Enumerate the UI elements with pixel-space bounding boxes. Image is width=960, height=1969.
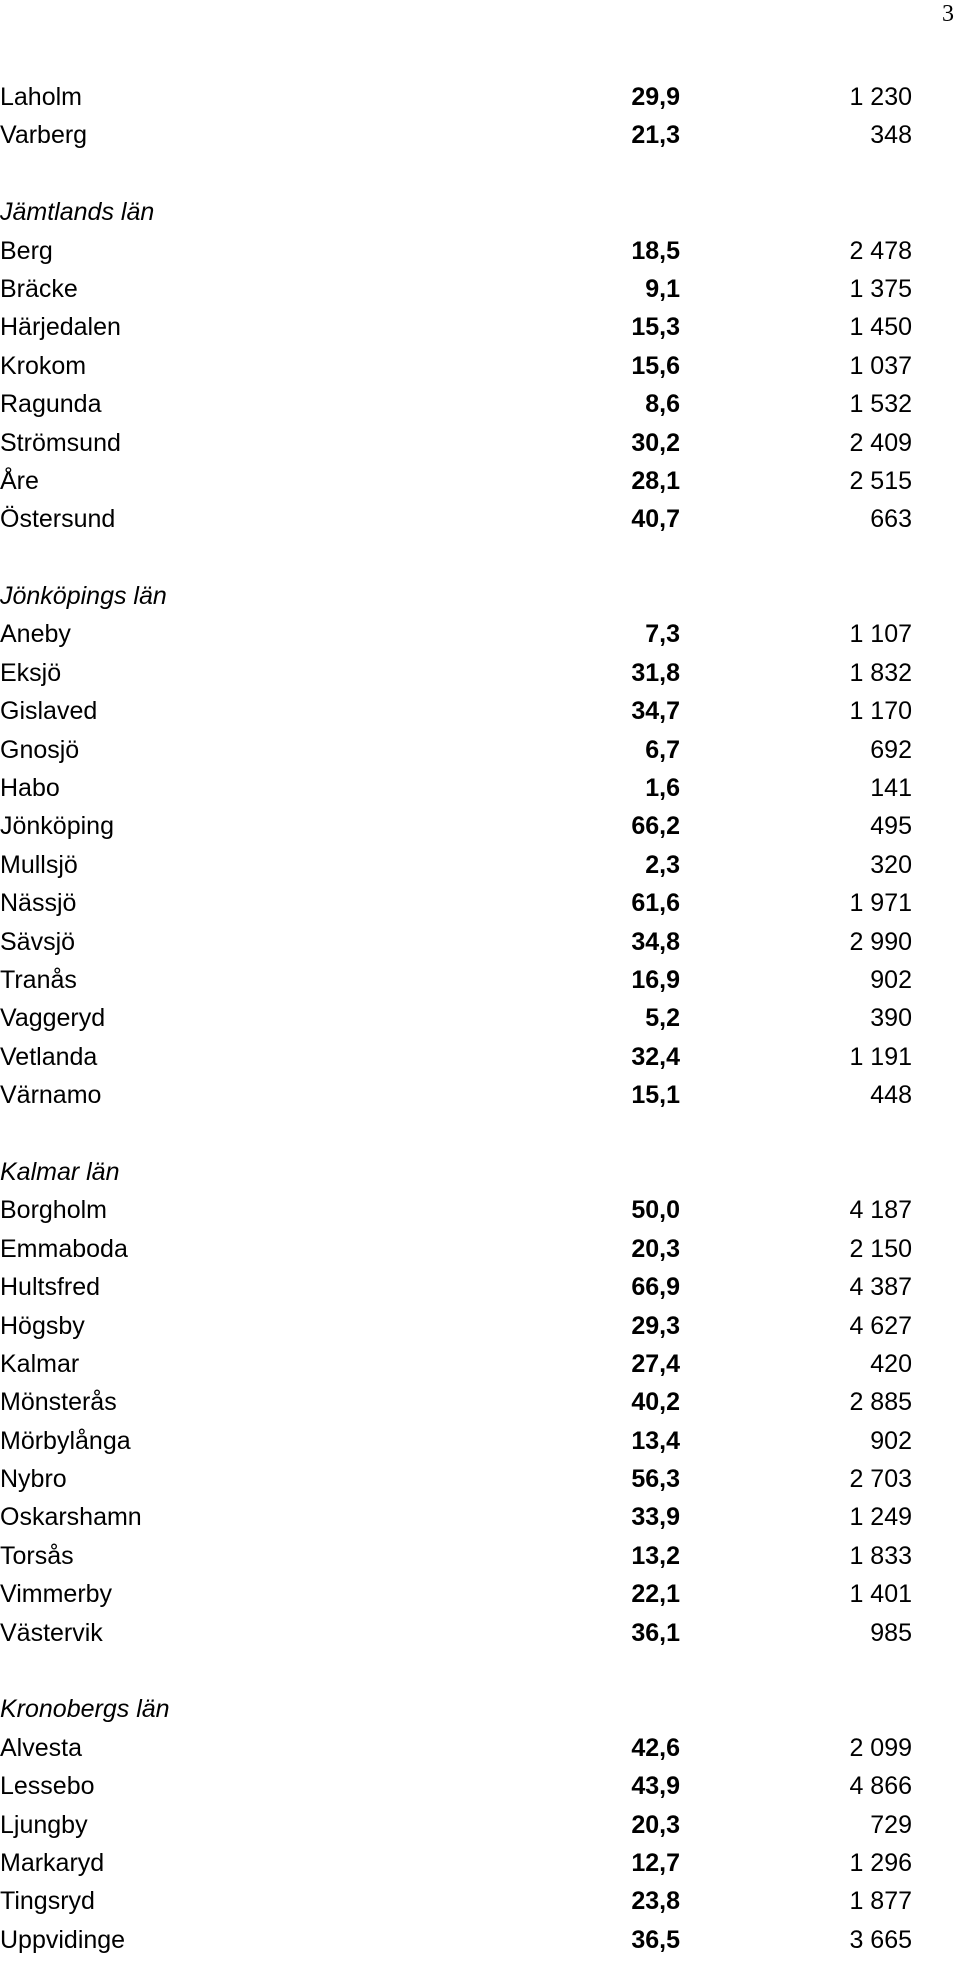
count-value: 2 885 [849, 1388, 912, 1417]
county-name: Jönköpings län [0, 582, 167, 611]
count-value: 1 230 [849, 83, 912, 111]
table-row [0, 769, 960, 807]
count-value: 2 515 [849, 466, 912, 495]
count-value: 320 [870, 850, 912, 879]
percentage-value: 31,8 [631, 658, 680, 687]
municipality-name: Ljungby [0, 1810, 88, 1839]
count-value: 902 [870, 1426, 912, 1455]
count-value: 141 [870, 774, 912, 803]
count-value: 348 [870, 121, 912, 150]
municipality-name: Västervik [0, 1618, 103, 1647]
table-row [0, 923, 960, 961]
municipality-name: Gislaved [0, 697, 98, 726]
row-spacer [0, 1652, 960, 1690]
count-value: 4 627 [849, 1311, 912, 1340]
count-value: 1 037 [849, 351, 912, 380]
municipality-name: Härjedalen [0, 313, 121, 342]
municipality-name: Ragunda [0, 390, 102, 419]
municipality-name: Värnamo [0, 1081, 102, 1110]
table-row [0, 1614, 960, 1652]
table-row [0, 424, 960, 462]
municipality-name: Nybro [0, 1465, 67, 1494]
county-heading [0, 193, 960, 231]
table-row [0, 1882, 960, 1920]
municipality-name: Vaggeryd [0, 1004, 106, 1033]
percentage-value: 42,6 [631, 1733, 680, 1762]
count-value: 2 150 [849, 1234, 912, 1263]
table-row [0, 78, 960, 116]
count-value: 448 [870, 1081, 912, 1110]
table-row [0, 308, 960, 346]
county-heading [0, 1153, 960, 1191]
row-spacer [0, 155, 960, 193]
count-value: 663 [870, 505, 912, 534]
table-row [0, 1844, 960, 1882]
county-name: Jämtlands län [0, 198, 155, 227]
count-value: 902 [870, 965, 912, 994]
percentage-value: 15,1 [631, 1081, 680, 1110]
count-value: 2 703 [849, 1465, 912, 1494]
table-row [0, 1729, 960, 1767]
table-row [0, 1422, 960, 1460]
percentage-value: 7,3 [645, 620, 680, 649]
count-value: 4 866 [849, 1772, 912, 1801]
percentage-value: 21,3 [631, 121, 680, 150]
municipality-name: Eksjö [0, 658, 62, 687]
percentage-value: 5,2 [645, 1004, 680, 1033]
municipality-name: Kalmar [0, 1349, 80, 1378]
count-value: 985 [870, 1618, 912, 1647]
table-row [0, 385, 960, 423]
table-row [0, 1383, 960, 1421]
count-value: 1 877 [849, 1887, 912, 1916]
table-row [0, 462, 960, 500]
municipality-name: Hultsfred [0, 1273, 101, 1302]
municipality-name: Aneby [0, 620, 71, 649]
municipality-name: Emmaboda [0, 1234, 128, 1263]
count-value: 1 832 [849, 658, 912, 687]
municipality-name: Strömsund [0, 428, 121, 457]
table-row [0, 500, 960, 538]
municipality-name: Mörbylånga [0, 1426, 131, 1455]
percentage-value: 66,9 [631, 1273, 680, 1302]
percentage-value: 50,0 [631, 1196, 680, 1225]
count-value: 1 450 [849, 313, 912, 342]
count-value: 1 191 [849, 1042, 912, 1071]
municipality-name: Borgholm [0, 1196, 107, 1225]
percentage-value: 34,7 [631, 697, 680, 726]
municipality-name: Uppvidinge [0, 1925, 126, 1954]
percentage-value: 8,6 [645, 390, 680, 419]
table-row [0, 846, 960, 884]
count-value: 390 [870, 1004, 912, 1033]
table-row [0, 1307, 960, 1345]
table-row [0, 654, 960, 692]
municipality-name: Åre [0, 466, 39, 495]
municipality-name: Markaryd [0, 1848, 105, 1877]
percentage-value: 36,1 [631, 1618, 680, 1647]
percentage-value: 13,4 [631, 1426, 680, 1455]
row-spacer [0, 539, 960, 577]
count-value: 4 187 [849, 1196, 912, 1225]
count-value: 1 971 [849, 889, 912, 918]
table-row [0, 347, 960, 385]
table-row [0, 270, 960, 308]
municipality-name: Krokom [0, 351, 87, 380]
county-name: Kalmar län [0, 1157, 120, 1186]
table-row [0, 1498, 960, 1536]
table-row [0, 692, 960, 730]
count-value: 1 296 [849, 1848, 912, 1877]
percentage-value: 43,9 [631, 1772, 680, 1801]
percentage-value: 6,7 [645, 735, 680, 764]
municipality-name: Nässjö [0, 889, 77, 918]
page-number: 3 [942, 1, 954, 27]
percentage-value: 34,8 [631, 927, 680, 956]
percentage-value: 9,1 [645, 274, 680, 303]
count-value: 692 [870, 735, 912, 764]
table-row [0, 1575, 960, 1613]
percentage-value: 22,1 [631, 1580, 680, 1609]
percentage-value: 1,6 [645, 774, 680, 803]
percentage-value: 56,3 [631, 1465, 680, 1494]
percentage-value: 33,9 [631, 1503, 680, 1532]
count-value: 1 249 [849, 1503, 912, 1532]
percentage-value: 12,7 [631, 1848, 680, 1877]
percentage-value: 32,4 [631, 1042, 680, 1071]
table-row [0, 884, 960, 922]
count-value: 1 532 [849, 390, 912, 419]
municipality-name: Berg [0, 236, 53, 265]
table-row [0, 807, 960, 845]
count-value: 1 170 [849, 697, 912, 726]
municipality-name: Tranås [0, 965, 77, 994]
percentage-value: 28,1 [631, 466, 680, 495]
count-value: 1 833 [849, 1541, 912, 1570]
percentage-value: 29,3 [631, 1311, 680, 1340]
table-row [0, 1191, 960, 1229]
row-spacer [0, 1115, 960, 1153]
percentage-value: 13,2 [631, 1541, 680, 1570]
table-row [0, 1460, 960, 1498]
table-row [0, 232, 960, 270]
count-value: 2 099 [849, 1733, 912, 1762]
percentage-value: 36,5 [631, 1925, 680, 1954]
municipality-name: Oskarshamn [0, 1503, 142, 1532]
count-value: 1 107 [849, 620, 912, 649]
table-row [0, 1537, 960, 1575]
percentage-value: 15,6 [631, 351, 680, 380]
table-row [0, 1268, 960, 1306]
percentage-value: 20,3 [631, 1234, 680, 1263]
percentage-value: 27,4 [631, 1349, 680, 1378]
percentage-value: 18,5 [631, 236, 680, 265]
municipality-name: Tingsryd [0, 1887, 95, 1916]
table-row [0, 615, 960, 653]
municipality-name: Vimmerby [0, 1580, 113, 1609]
table-row [0, 1345, 960, 1383]
municipality-name: Varberg [0, 121, 88, 150]
table-row [0, 1038, 960, 1076]
county-name: Kronobergs län [0, 1695, 170, 1724]
table-row [0, 1921, 960, 1959]
municipality-name: Sävsjö [0, 927, 76, 956]
count-value: 2 478 [849, 236, 912, 265]
count-value: 4 387 [849, 1273, 912, 1302]
count-value: 2 990 [849, 927, 912, 956]
percentage-value: 29,9 [631, 83, 680, 111]
county-heading [0, 1690, 960, 1728]
table-row [0, 1076, 960, 1114]
table-row [0, 1806, 960, 1844]
percentage-value: 61,6 [631, 889, 680, 918]
municipality-name: Alvesta [0, 1733, 82, 1762]
percentage-value: 66,2 [631, 812, 680, 841]
count-value: 3 665 [849, 1925, 912, 1954]
municipality-name: Jönköping [0, 812, 114, 841]
municipality-name: Gnosjö [0, 735, 80, 764]
municipality-name: Laholm [0, 83, 82, 111]
table-row [0, 1230, 960, 1268]
table-row [0, 961, 960, 999]
county-heading [0, 577, 960, 615]
municipality-name: Lessebo [0, 1772, 95, 1801]
count-value: 495 [870, 812, 912, 841]
count-value: 729 [870, 1810, 912, 1839]
municipality-name: Torsås [0, 1541, 74, 1570]
count-value: 1 375 [849, 274, 912, 303]
municipality-name: Habo [0, 774, 60, 803]
percentage-value: 23,8 [631, 1887, 680, 1916]
table-row [0, 731, 960, 769]
percentage-value: 2,3 [645, 850, 680, 879]
count-value: 1 401 [849, 1580, 912, 1609]
percentage-value: 30,2 [631, 428, 680, 457]
percentage-value: 16,9 [631, 965, 680, 994]
count-value: 2 409 [849, 428, 912, 457]
table-row [0, 999, 960, 1037]
municipality-name: Vetlanda [0, 1042, 98, 1071]
percentage-value: 40,2 [631, 1388, 680, 1417]
municipality-name: Östersund [0, 505, 116, 534]
table-row [0, 1767, 960, 1805]
municipality-table [0, 78, 960, 1959]
municipality-name: Bräcke [0, 274, 78, 303]
table-row [0, 116, 960, 154]
percentage-value: 15,3 [631, 313, 680, 342]
count-value: 420 [870, 1349, 912, 1378]
municipality-name: Högsby [0, 1311, 85, 1340]
municipality-name: Mönsterås [0, 1388, 117, 1417]
percentage-value: 20,3 [631, 1810, 680, 1839]
percentage-value: 40,7 [631, 505, 680, 534]
municipality-name: Mullsjö [0, 850, 78, 879]
